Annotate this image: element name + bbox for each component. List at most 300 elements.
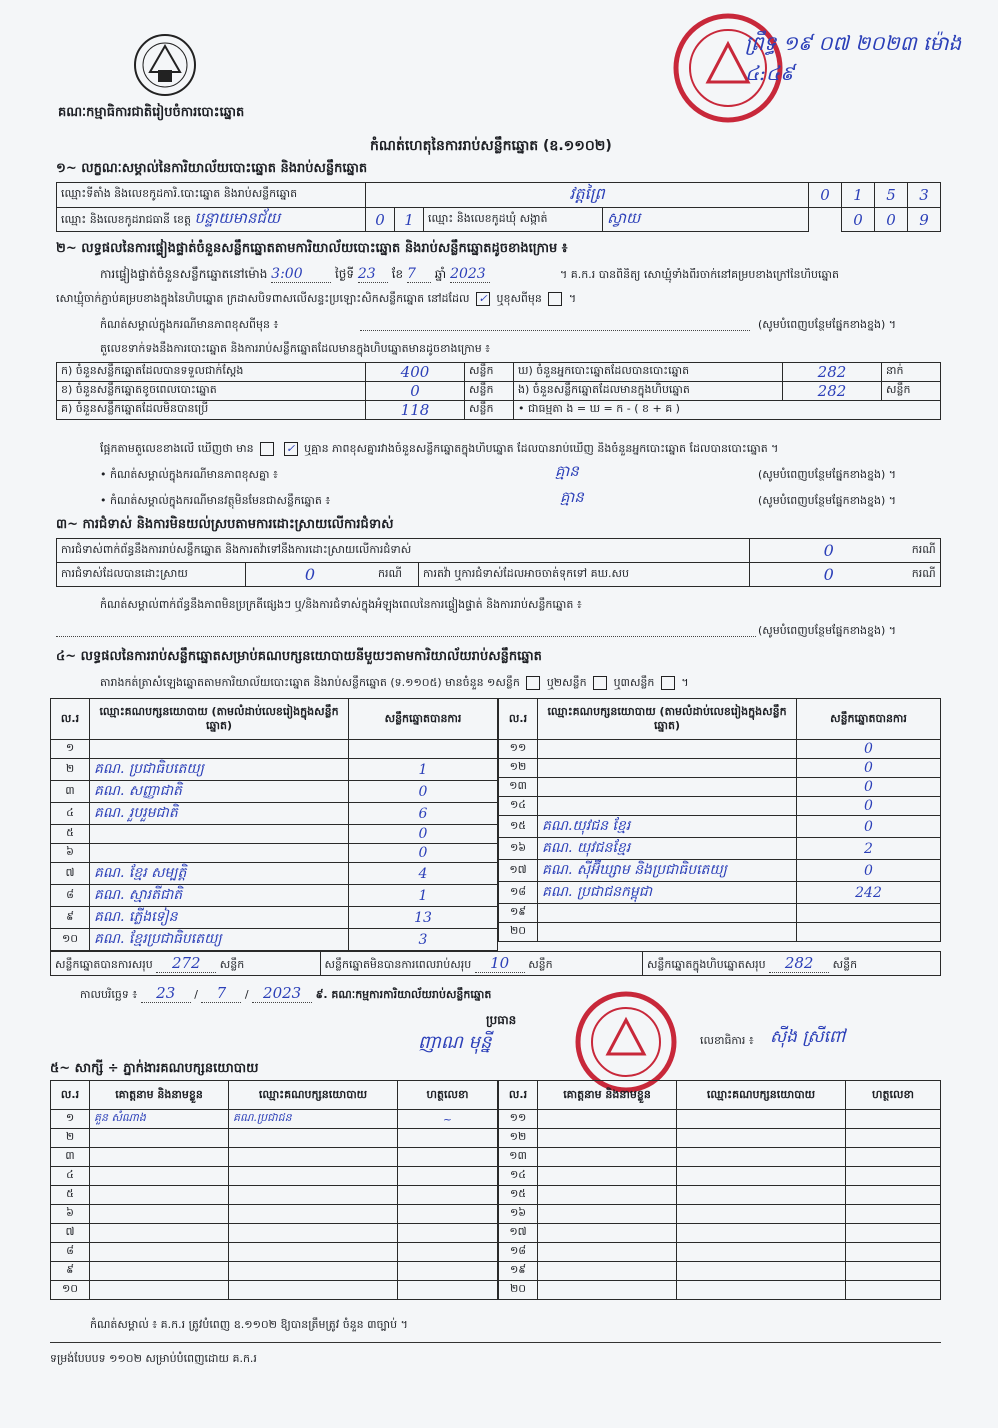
total-box-unit: សន្លឹក bbox=[832, 957, 858, 971]
committee-label: ៩. គណៈកម្មការការិយាល័យរាប់សន្លឹកឆ្នោត bbox=[315, 988, 492, 1001]
party-name bbox=[90, 825, 349, 844]
witness-name bbox=[538, 1110, 677, 1129]
party-name: គណ. ខ្មែរប្រជាធិបតេយ្យ bbox=[90, 929, 349, 951]
witness-number: ១៦ bbox=[499, 1205, 538, 1224]
party-name: គណ. ខ្មែរ សម្បត្តិ bbox=[90, 863, 349, 885]
seal-changed-checkbox[interactable] bbox=[548, 292, 562, 306]
party-votes bbox=[349, 740, 498, 759]
fill-hint: (សូមបំពេញបន្ថែមផ្នែកខាងខ្នង) ។ bbox=[758, 318, 897, 331]
witness-signature bbox=[398, 1281, 498, 1300]
witness-party bbox=[229, 1262, 398, 1281]
party-name: គណ. ស៊ីអ៊ីឃ្សាម និងប្រជាធិបតេយ្យ bbox=[538, 860, 797, 882]
witness-row bbox=[499, 1243, 941, 1262]
witness-number: ៣ bbox=[51, 1148, 90, 1167]
party-name: គណ. សញ្ញាជាតិ bbox=[90, 781, 349, 803]
total-box bbox=[642, 952, 940, 976]
witness-number: ១០ bbox=[51, 1281, 90, 1300]
witness-row bbox=[499, 1224, 941, 1243]
total-valid bbox=[51, 952, 321, 976]
three-sheet-label: ឬ៣សន្លឹក bbox=[613, 676, 655, 689]
witness-number: ១ bbox=[51, 1110, 90, 1129]
witness-party bbox=[677, 1243, 846, 1262]
witness-name bbox=[90, 1129, 229, 1148]
witness-row bbox=[499, 1167, 941, 1186]
ballots-in-box-unit: សន្លឹក bbox=[882, 382, 941, 401]
total-valid-value: 272 bbox=[156, 954, 216, 973]
date-line: កាលបរិច្ឆេទ ៖ 23 / 7 / 2023 ៩. គណៈកម្មការការិយាល័យរាប់សន្លឹកឆ្នោត bbox=[80, 984, 492, 1002]
party-row bbox=[499, 923, 941, 942]
col-votes: សន្លឹកឆ្នោតបានការ bbox=[349, 699, 498, 740]
party-votes: 0 bbox=[797, 797, 941, 816]
witness-name bbox=[538, 1205, 677, 1224]
witness-number: ៦ bbox=[51, 1205, 90, 1224]
total-invalid-unit: សន្លឹក bbox=[528, 957, 553, 971]
bullet-non-ballot: • កំណត់សម្គាល់ក្នុងករណីមានវត្ថុមិនមែនជាសន្លឹកឆ្នោត ៖ bbox=[100, 494, 331, 507]
party-votes: 0 bbox=[797, 816, 941, 838]
witness-party bbox=[229, 1243, 398, 1262]
seal-line: សោឃ្មុំចាក់ភ្ជាប់គម្របខាងក្នុងនៃហិបឆ្នោត ក្រដាសបិទពាសលើសន្ទះប្រឡោះសិកសន្លឹកឆ្នោត នៅដដែល ✓ ឬខុសពីមុន ។ bbox=[56, 292, 577, 305]
witness-number: ១២ bbox=[499, 1129, 538, 1148]
witness-party bbox=[229, 1129, 398, 1148]
witness-party bbox=[677, 1129, 846, 1148]
difference-note-line bbox=[360, 330, 750, 331]
nec-emblem-icon bbox=[130, 32, 200, 98]
witness-signature bbox=[846, 1148, 941, 1167]
verification-year: 2023 bbox=[450, 266, 490, 283]
organization-name: គណៈកម្មាធិការជាតិរៀបចំការបោះឆ្នោត bbox=[58, 105, 245, 120]
party-row bbox=[51, 929, 498, 951]
party-votes: 0 bbox=[349, 825, 498, 844]
witness-name bbox=[538, 1224, 677, 1243]
witness-signature bbox=[846, 1205, 941, 1224]
bullet-difference-value: គ្មាន bbox=[555, 462, 579, 480]
witness-number: ១៧ bbox=[499, 1224, 538, 1243]
totals-row bbox=[50, 951, 941, 976]
party-row-number: ១៩ bbox=[499, 904, 538, 923]
party-name: គណ. ស្មារតីជាតិ bbox=[90, 885, 349, 907]
total-valid-label: សន្លឹកឆ្នោតបានការសរុប bbox=[55, 957, 153, 971]
witness-party bbox=[229, 1281, 398, 1300]
commune-label: ឈ្មោះ និងលេខកូដឃុំ សង្កាត់ bbox=[424, 208, 603, 232]
section1-heading: ១~ លក្ខណៈសម្គាល់នៃការិយាល័យបោះឆ្នោត និងរាប់សន្លឹកឆ្នោត bbox=[56, 161, 368, 176]
witness-name bbox=[538, 1281, 677, 1300]
total-invalid-label: សន្លឹកឆ្នោតមិនបានការពេលរាប់សរុប bbox=[324, 957, 472, 971]
witness-party bbox=[677, 1224, 846, 1243]
received-value: 400 bbox=[366, 363, 465, 382]
party-name bbox=[90, 844, 349, 863]
party-row-number: ៩ bbox=[51, 907, 90, 929]
party-name bbox=[538, 797, 797, 816]
received-unit: សន្លឹក bbox=[465, 363, 514, 382]
party-row bbox=[499, 740, 941, 759]
witness-row bbox=[499, 1129, 941, 1148]
witness-table-right bbox=[498, 1080, 941, 1300]
voters-value: 282 bbox=[783, 363, 882, 382]
appeals-label: ការតវ៉ា ឬការជំទាស់ដែលអាចចាត់ទុកទៅ គឃ.សប bbox=[419, 563, 750, 587]
party-votes: 0 bbox=[349, 781, 498, 803]
spoiled-label: ខ) ចំនួនសន្លឹកឆ្នោតខូចពេលបោះឆ្នោត bbox=[57, 382, 366, 401]
party-name bbox=[538, 759, 797, 778]
col-party: ឈ្មោះគណបក្សនយោបាយ (តាមលំដាប់លេខរៀងក្នុងសន្លឹកឆ្នោត) bbox=[90, 699, 349, 740]
party-votes: 13 bbox=[349, 907, 498, 929]
code-digit: 1 bbox=[842, 183, 875, 208]
witness-party bbox=[677, 1110, 846, 1129]
section3-heading: ៣~ ការជំទាស់ និងការមិនយល់ស្របតាមការដោះស្រាយលើការជំទាស់ bbox=[56, 517, 394, 532]
witness-signature bbox=[398, 1262, 498, 1281]
witness-row bbox=[51, 1110, 498, 1129]
witness-signature bbox=[846, 1110, 941, 1129]
col-no: ល.រ bbox=[499, 1081, 538, 1110]
seal-text: សោឃ្មុំចាក់ភ្ជាប់គម្របខាងក្នុងនៃហិបឆ្នោត ក្រដាសបិទពាសលើសន្ទះប្រឡោះសិកសន្លឹកឆ្នោត នៅដដែល bbox=[56, 292, 470, 305]
president-signature: ញាណ មុន្នី bbox=[418, 1032, 492, 1053]
witness-party bbox=[229, 1205, 398, 1224]
witness-row bbox=[499, 1262, 941, 1281]
col-name: គោត្តនាម និងនាមខ្លួន bbox=[538, 1081, 677, 1110]
party-row-number: ១០ bbox=[51, 929, 90, 951]
complaints-table bbox=[56, 538, 941, 587]
compare-prefix: ផ្អែកតាមតួលេខខាងលើ ឃើញថា មាន bbox=[100, 442, 254, 455]
witness-party: គណ.ប្រជាជន bbox=[229, 1110, 398, 1129]
col-party: ឈ្មោះគណបក្សនយោបាយ bbox=[677, 1081, 846, 1110]
witness-row bbox=[51, 1167, 498, 1186]
witness-signature bbox=[846, 1224, 941, 1243]
party-name: គណ. ប្រជាធិបតេយ្យ bbox=[90, 759, 349, 781]
verification-time: 3:00 bbox=[271, 266, 331, 283]
witness-party bbox=[677, 1205, 846, 1224]
party-row-number: ២ bbox=[51, 759, 90, 781]
party-row-number: ៨ bbox=[51, 885, 90, 907]
witness-name bbox=[90, 1224, 229, 1243]
party-row bbox=[51, 803, 498, 825]
province-digit: 1 bbox=[395, 208, 424, 232]
party-row-number: ១៦ bbox=[499, 838, 538, 860]
witness-signature bbox=[846, 1129, 941, 1148]
witness-party bbox=[677, 1148, 846, 1167]
two-sheet-checkbox[interactable] bbox=[593, 676, 607, 690]
witness-number: ៥ bbox=[51, 1186, 90, 1205]
witness-row bbox=[499, 1110, 941, 1129]
section2-heading: ២~ លទ្ធផលនៃការផ្ទៀងផ្ទាត់ចំនួនសន្លឹកឆ្នោតតាមការិយាល័យបោះឆ្នោត និងរាប់សន្លឹកឆ្នោតដូចខាងក្រោម ៖ bbox=[56, 241, 568, 256]
party-votes: 1 bbox=[349, 885, 498, 907]
unused-unit: សន្លឹក bbox=[465, 401, 514, 420]
party-row-number: ១ bbox=[51, 740, 90, 759]
witness-signature bbox=[398, 1224, 498, 1243]
witness-row bbox=[499, 1281, 941, 1300]
witness-name bbox=[538, 1243, 677, 1262]
party-row-number: ១២ bbox=[499, 759, 538, 778]
seal-intact-checkbox[interactable]: ✓ bbox=[476, 292, 490, 306]
party-votes bbox=[797, 923, 941, 942]
party-votes: 2 bbox=[797, 838, 941, 860]
witness-signature bbox=[398, 1129, 498, 1148]
party-votes: 3 bbox=[349, 929, 498, 951]
witness-name: គួន សំណាង bbox=[90, 1110, 229, 1129]
party-name: គណ.យុវជន ខ្មែរ bbox=[538, 816, 797, 838]
formula: • ជាធម្មតា ង = ឃ = ក - ( ខ + គ ) bbox=[514, 401, 941, 420]
party-row bbox=[51, 844, 498, 863]
party-name: គណ. យុវជនខ្មែរ bbox=[538, 838, 797, 860]
witness-party bbox=[677, 1262, 846, 1281]
party-votes: 242 bbox=[797, 882, 941, 904]
resolved-value: 0 bbox=[246, 563, 375, 587]
party-votes: 0 bbox=[797, 740, 941, 759]
party-row-number: ១៨ bbox=[499, 882, 538, 904]
witness-signature: ~ bbox=[398, 1110, 498, 1129]
province-label-text: ឈ្មោះ និងលេខកូដរាជធានី ខេត្ត bbox=[61, 212, 191, 226]
witness-party bbox=[229, 1186, 398, 1205]
section1-table bbox=[56, 182, 941, 232]
witness-number: ១៨ bbox=[499, 1243, 538, 1262]
party-name bbox=[538, 923, 797, 942]
party-votes: 0 bbox=[797, 759, 941, 778]
witness-signature bbox=[398, 1167, 498, 1186]
col-party: ឈ្មោះគណបក្សនយោបាយ bbox=[229, 1081, 398, 1110]
party-name: គណ. រួបរួមជាតិ bbox=[90, 803, 349, 825]
witness-name bbox=[538, 1262, 677, 1281]
party-row bbox=[499, 904, 941, 923]
unused-value: 118 bbox=[366, 401, 465, 420]
col-sign: ហត្ថលេខា bbox=[398, 1081, 498, 1110]
party-row-number: ៥ bbox=[51, 825, 90, 844]
witness-party bbox=[229, 1148, 398, 1167]
witness-name bbox=[538, 1129, 677, 1148]
party-row bbox=[499, 882, 941, 904]
witness-number: ៩ bbox=[51, 1262, 90, 1281]
witness-signature bbox=[846, 1186, 941, 1205]
col-party: ឈ្មោះគណបក្សនយោបាយ (តាមលំដាប់លេខរៀងក្នុងសន្លឹកឆ្នោត) bbox=[538, 699, 797, 740]
witness-name bbox=[538, 1148, 677, 1167]
witness-row bbox=[499, 1148, 941, 1167]
difference-note-label: កំណត់សម្គាល់ក្នុងករណីមានភាពខុសពីមុន ៖ bbox=[100, 318, 279, 331]
voters-unit: នាក់ bbox=[882, 363, 941, 382]
month-label: ខែ bbox=[391, 267, 404, 281]
received-label: ក) ចំនួនសន្លឹកឆ្នោតដែលបានទទួលជាក់ស្តែង bbox=[57, 363, 366, 382]
witness-row bbox=[51, 1148, 498, 1167]
witness-number: ៧ bbox=[51, 1224, 90, 1243]
witness-signature bbox=[846, 1167, 941, 1186]
party-row bbox=[51, 907, 498, 929]
witness-party bbox=[229, 1167, 398, 1186]
party-row bbox=[51, 759, 498, 781]
section4-heading: ៤~ លទ្ធផលនៃការរាប់សន្លឹកឆ្នោតសម្រាប់គណបក្សនយោបាយនីមួយៗតាមការិយាល័យរាប់សន្លឹកឆ្នោត bbox=[56, 649, 542, 664]
province-label bbox=[57, 208, 366, 232]
witness-row bbox=[51, 1243, 498, 1262]
complaints-unit: ករណី bbox=[908, 539, 941, 563]
party-row-number: ៣ bbox=[51, 781, 90, 803]
party-row bbox=[499, 838, 941, 860]
total-valid-unit: សន្លឹក bbox=[219, 957, 245, 971]
total-invalid bbox=[320, 952, 642, 976]
witness-signature bbox=[398, 1186, 498, 1205]
complaints-label: ការជំទាស់ពាក់ព័ន្ធនឹងការរាប់សន្លឹកឆ្នោត និងការតវ៉ាទៅនឹងការដោះស្រាយលើការជំទាស់ bbox=[57, 539, 750, 563]
party-row-number: ១៧ bbox=[499, 860, 538, 882]
bullet-difference: • កំណត់សម្គាល់ក្នុងករណីមានភាពខុសគ្នា ៖ bbox=[100, 468, 278, 481]
witness-number: ៨ bbox=[51, 1243, 90, 1262]
appeals-value: 0 bbox=[749, 563, 908, 587]
difference-no-checkbox[interactable]: ✓ bbox=[284, 442, 298, 456]
compare-suffix: ឬគ្មាន ភាពខុសគ្នារវាងចំនួនសន្លឹកឆ្នោតក្នុងហិបឆ្នោត ដែលបានរាប់ឃើញ និងចំនួនអ្នកបោះឆ្នោត ដែលបានបោះឆ្នោត ។ bbox=[304, 442, 779, 455]
witness-signature bbox=[846, 1262, 941, 1281]
witness-party bbox=[677, 1167, 846, 1186]
tally-sheet-line: តារាងកត់ត្រាសំឡេងឆ្នោតតាមការិយាល័យបោះឆ្នោត និងរាប់សន្លឹកឆ្នោត (ទ.១១០៥) មានចំនួន ១សន្លឹក ឬ២សន្លឹក ឬ៣សន្លឹក ។ bbox=[100, 676, 689, 689]
party-votes: 6 bbox=[349, 803, 498, 825]
date-month: 7 bbox=[201, 984, 241, 1003]
seal-changed-label: ឬខុសពីមុន bbox=[496, 292, 542, 305]
commune-digit: 0 bbox=[842, 208, 875, 232]
fill-hint: (សូមបំពេញបន្ថែមផ្នែកខាងខ្នង) ។ bbox=[758, 494, 897, 507]
bullet-non-ballot-value: គ្មាន bbox=[560, 488, 584, 506]
witness-signature bbox=[846, 1243, 941, 1262]
total-box-value: 282 bbox=[769, 954, 829, 973]
party-row-number: ១៣ bbox=[499, 778, 538, 797]
resolved-label: ការជំទាស់ដែលបានដោះស្រាយ bbox=[57, 563, 246, 587]
province-value: បន្ទាយមានជ័យ bbox=[194, 208, 281, 227]
witness-number: ១៥ bbox=[499, 1186, 538, 1205]
complaints-value: 0 bbox=[749, 539, 908, 563]
president-label: ប្រធាន bbox=[486, 1013, 517, 1027]
party-row-number: ៧ bbox=[51, 863, 90, 885]
commune-digit: 0 bbox=[875, 208, 908, 232]
party-row bbox=[51, 781, 498, 803]
voters-label: ឃ) ចំនួនអ្នកបោះឆ្នោតដែលបានបោះឆ្នោត bbox=[514, 363, 783, 382]
witness-number: ១៤ bbox=[499, 1167, 538, 1186]
party-name bbox=[538, 778, 797, 797]
section5-heading: ៥~ សាក្សី ÷ ភ្នាក់ងារគណបក្សនយោបាយ bbox=[50, 1061, 259, 1076]
party-row-number: ៦ bbox=[51, 844, 90, 863]
irregularity-note-line bbox=[56, 636, 756, 637]
party-name bbox=[538, 904, 797, 923]
code-digit: 3 bbox=[908, 183, 941, 208]
witness-signature bbox=[846, 1281, 941, 1300]
col-no: ល.រ bbox=[51, 1081, 90, 1110]
total-box-label: សន្លឹកឆ្នោតក្នុងហិបឆ្នោតសរុប bbox=[646, 957, 766, 971]
witness-number: ១៣ bbox=[499, 1148, 538, 1167]
party-votes: 0 bbox=[797, 860, 941, 882]
party-votes: 1 bbox=[349, 759, 498, 781]
witness-row bbox=[51, 1224, 498, 1243]
witness-number: ២ bbox=[51, 1129, 90, 1148]
col-no: ល.រ bbox=[499, 699, 538, 740]
secretary-label: លេខាធិការ ៖ bbox=[700, 1034, 754, 1047]
difference-yes-checkbox[interactable] bbox=[260, 442, 274, 456]
witness-name bbox=[90, 1262, 229, 1281]
year-label: ឆ្នាំ bbox=[434, 267, 447, 281]
witness-row bbox=[51, 1262, 498, 1281]
party-name bbox=[538, 740, 797, 759]
witness-row bbox=[51, 1129, 498, 1148]
party-row bbox=[499, 816, 941, 838]
witness-name bbox=[538, 1186, 677, 1205]
unused-label: គ) ចំនួនសន្លឹកឆ្នោតដែលមិនបានប្រើ bbox=[57, 401, 366, 420]
witness-name bbox=[90, 1243, 229, 1262]
date-day: 23 bbox=[141, 984, 191, 1003]
date-label: កាលបរិច្ឆេទ ៖ bbox=[80, 988, 138, 1001]
witness-row bbox=[51, 1186, 498, 1205]
witness-signature bbox=[398, 1243, 498, 1262]
witness-name bbox=[90, 1281, 229, 1300]
party-row-number: ២០ bbox=[499, 923, 538, 942]
three-sheet-checkbox[interactable] bbox=[661, 676, 675, 690]
witness-number: ៤ bbox=[51, 1167, 90, 1186]
party-votes-table-left bbox=[50, 698, 498, 951]
party-votes-table-right bbox=[498, 698, 941, 942]
party-votes: 4 bbox=[349, 863, 498, 885]
ballots-in-box-value: 282 bbox=[783, 382, 882, 401]
location-value: វត្តព្រៃ bbox=[366, 183, 809, 208]
secretary-signature: ស៊ីង ស្រីពៅ bbox=[770, 1027, 846, 1047]
one-sheet-checkbox[interactable] bbox=[526, 676, 540, 690]
verification-day: 23 bbox=[358, 266, 388, 283]
party-votes: 0 bbox=[797, 778, 941, 797]
party-row bbox=[499, 759, 941, 778]
party-row-number: ១៥ bbox=[499, 816, 538, 838]
stamp-handwritten-note: ព្រឹទ្ធ ១៩ ០៧ ២០២៣ ម៉ោង ៤:៤៩ bbox=[745, 31, 962, 85]
commune-digit: 9 bbox=[908, 208, 941, 232]
witness-row bbox=[499, 1186, 941, 1205]
verification-month: 7 bbox=[407, 266, 431, 283]
witness-name bbox=[90, 1186, 229, 1205]
party-row bbox=[499, 778, 941, 797]
witness-party bbox=[677, 1281, 846, 1300]
province-digit: 0 bbox=[366, 208, 395, 232]
witness-number: ២០ bbox=[499, 1281, 538, 1300]
witness-name bbox=[90, 1167, 229, 1186]
witness-number: ១១ bbox=[499, 1110, 538, 1129]
witness-row bbox=[499, 1205, 941, 1224]
verification-prefix: ការផ្ទៀងផ្ទាត់ចំនួនសន្លឹកឆ្នោតនៅម៉ោង bbox=[100, 267, 268, 281]
fill-hint: (សូមបំពេញបន្ថែមផ្នែកខាងខ្នង) ។ bbox=[758, 624, 897, 637]
party-row bbox=[51, 740, 498, 759]
code-digit: 0 bbox=[809, 183, 842, 208]
ballot-count-table bbox=[56, 362, 941, 420]
spoiled-value: 0 bbox=[366, 382, 465, 401]
resolved-unit: ករណី bbox=[374, 563, 419, 587]
footer-note: កំណត់សម្គាល់ ៖ គ.ក.រ ត្រូវបំពេញ ឧ.១១០២ ឱ្យបានត្រឹមត្រូវ ចំនួន ៣ច្បាប់ ។ bbox=[90, 1318, 408, 1331]
date-year: 2023 bbox=[252, 984, 312, 1003]
party-row-number: ១១ bbox=[499, 740, 538, 759]
two-sheet-label: ឬ២សន្លឹក bbox=[546, 676, 587, 689]
col-votes: សន្លឹកឆ្នោតបានការ bbox=[797, 699, 941, 740]
location-label: ឈ្មោះទីតាំង និងលេខកូដការិ.បោះឆ្នោត និងរាប់សន្លឹកឆ្នោត bbox=[57, 183, 366, 208]
footer-divider bbox=[50, 1342, 941, 1343]
ballots-in-box-label: ង) ចំនួនសន្លឹកឆ្នោតដែលមានក្នុងហិបឆ្នោត bbox=[514, 382, 783, 401]
party-row-number: ៤ bbox=[51, 803, 90, 825]
party-name: គណ. ភ្លើងទៀន bbox=[90, 907, 349, 929]
party-row bbox=[499, 797, 941, 816]
witness-table-left bbox=[50, 1080, 498, 1300]
witness-name bbox=[90, 1205, 229, 1224]
total-invalid-value: 10 bbox=[475, 954, 525, 973]
party-name: គណ. ប្រជាជនកម្ពុជា bbox=[538, 882, 797, 904]
spoiled-unit: សន្លឹក bbox=[465, 382, 514, 401]
tally-intro: តារាងកត់ត្រាសំឡេងឆ្នោតតាមការិយាល័យបោះឆ្នោត និងរាប់សន្លឹកឆ្នោត (ទ.១១០៥) មានចំនួន ១សន្លឹក bbox=[100, 676, 520, 689]
col-no: ល.រ bbox=[51, 699, 90, 740]
party-row bbox=[51, 885, 498, 907]
footer-form: ទម្រង់បែបបទ ១១០២ សម្រាប់បំពេញដោយ គ.ក.រ bbox=[50, 1352, 257, 1365]
results-intro: តួលេខទាក់ទងនឹងការបោះឆ្នោត និងការរាប់សន្លឹកឆ្នោតដែលមានក្នុងហិបឆ្នោតមានដូចខាងក្រោម ៖ bbox=[100, 342, 491, 355]
committee-stamp-icon bbox=[566, 990, 686, 1094]
party-name bbox=[90, 740, 349, 759]
witness-name bbox=[538, 1167, 677, 1186]
col-name: គោត្តនាម និងនាមខ្លួន bbox=[90, 1081, 229, 1110]
witness-signature bbox=[398, 1148, 498, 1167]
party-row bbox=[51, 825, 498, 844]
irregularity-note: កំណត់សម្គាល់ពាក់ព័ន្ធនឹងភាពមិនប្រក្រតីផ្សេងៗ ឬ/និងការជំទាស់ក្នុងអំឡុងពេលនៃការផ្ទៀងផ្ទាត់ និងការរាប់សន្លឹកឆ្នោត ៖ bbox=[100, 598, 582, 611]
col-sign: ហត្ថលេខា bbox=[846, 1081, 941, 1110]
witness-signature bbox=[398, 1205, 498, 1224]
witness-party bbox=[229, 1224, 398, 1243]
party-row bbox=[499, 860, 941, 882]
